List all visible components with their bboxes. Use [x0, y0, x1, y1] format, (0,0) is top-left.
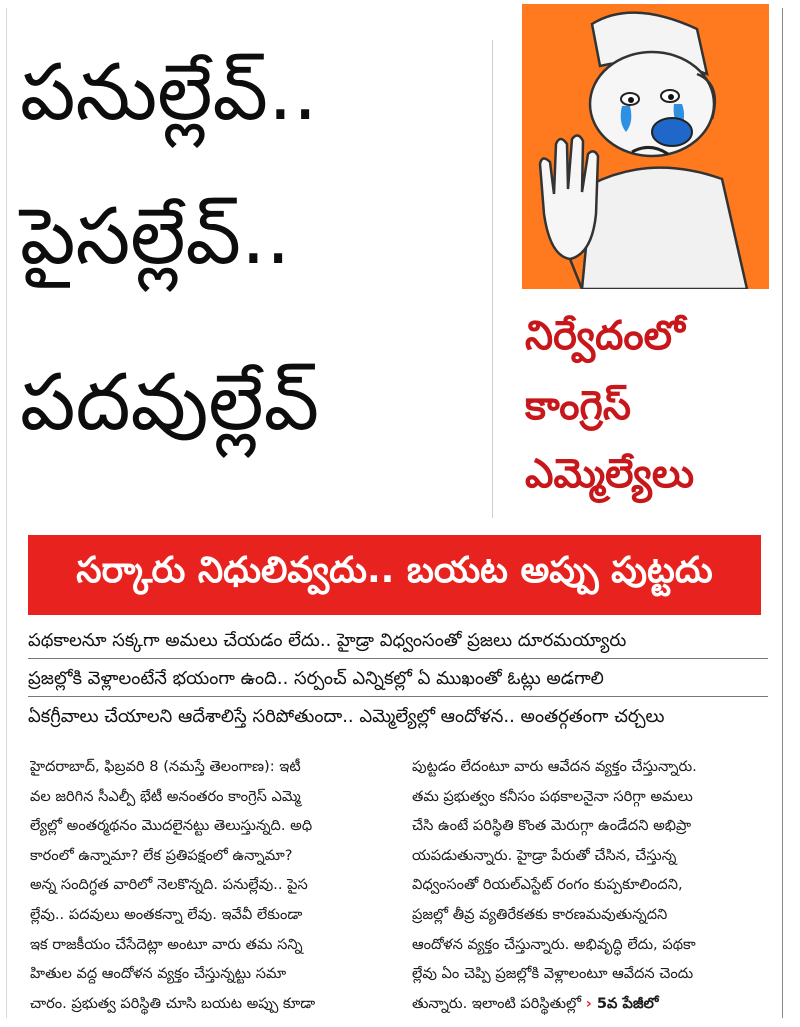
- left-page-edge: [6, 8, 7, 1018]
- column-divider-right: [782, 8, 783, 1018]
- crying-politician-icon: [522, 4, 769, 289]
- body-line: తమ ప్రభుత్వం కనీసం పథకాలనైనా సరిగ్గా అమలు: [412, 787, 693, 805]
- deck-line-1: పథకాలనూ సక్కగా అమలు చేయడం లేదు.. హైడ్రా విధ్వంసంతో ప్రజలు దూరమయ్యారు: [28, 624, 768, 659]
- article-body-column-1: [30, 752, 380, 1018]
- body-line: పుట్టడం లేదంటూ వారు ఆవేదన వ్యక్తం చేస్తున్నారు.: [412, 758, 697, 775]
- continue-arrow-icon: ›: [585, 994, 597, 1012]
- body-line: హితుల వద్ద ఆందోళన వ్యక్తం చేస్తున్నట్టు సమా: [30, 965, 287, 983]
- main-headline-line-1: పనుల్లేవ్..: [20, 48, 318, 138]
- deck-line-2: ప్రజల్లోకి వెళ్లాలంటేనే భయంగా ఉంది.. సర్పంచ్ ఎన్నికల్లో ఏ ముఖంతో ఓట్లు అడగాలి: [28, 662, 768, 697]
- continuation-link[interactable]: [586, 995, 659, 1012]
- side-headline-line-2: కాంగ్రెస్: [525, 383, 631, 429]
- body-line: ఇక రాజకీయం చేసేదెట్లా అంటూ వారు తమ సన్ని: [30, 935, 303, 953]
- body-line: యపడుతున్నారు. హైడ్రా పేరుతో చేసిన, చేస్తున్న: [412, 846, 677, 864]
- body-line: చేసి ఉంటే పరిస్థితి కొంత మెరుగ్గా ఉండేదని అభిప్రా: [412, 817, 692, 835]
- body-line: చారం. ప్రభుత్వ పరిస్థితి చూసి బయట అప్పు కూడా: [30, 994, 316, 1012]
- body-line-text: తున్నారు. ఇలాంటి పరిస్థితుల్లో: [412, 994, 582, 1012]
- continuation-label: 5వ పేజీలో: [596, 994, 659, 1012]
- body-line: వల జరిగిన సీఎల్పీ భేటీ అనంతరం కాంగ్రెస్ ఎమ్మె: [30, 787, 301, 805]
- body-line: ప్రజల్లో తీవ్ర వ్యతిరేకతకు కారణమవుతున్నదని: [412, 905, 668, 923]
- article-body-column-2: [412, 752, 762, 1018]
- body-line: ల్లేవు.. పదవులు అంతకన్నా లేవు. ఇవేవీ లేకుండా: [30, 905, 303, 923]
- headline-column-divider: [492, 40, 493, 518]
- side-headline-line-3: ఎమ్మెల్యేలు: [525, 451, 695, 497]
- body-line: కారంలో ఉన్నామా? లేక ప్రతిపక్షంలో ఉన్నామా?: [30, 846, 293, 864]
- body-line: హైదరాబాద్, ఫిబ్రవరి 8 (నమస్తే తెలంగాణ): ఇటీ: [30, 758, 301, 775]
- body-line-last: [412, 989, 762, 1019]
- red-banner-subheadline: సర్కారు నిధులివ్వదు.. బయట అప్పు పుట్టదు: [28, 535, 761, 615]
- body-line: విధ్వంసంతో రియల్‌ఎస్టేట్ రంగం కుప్పకూలిందని,: [412, 876, 683, 894]
- cartoon-illustration: [522, 4, 769, 289]
- body-line: అన్న సందిగ్ధత వారిలో నెలకొన్నది. పనుల్లేవు.. పైస: [30, 876, 308, 894]
- deck-line-3: ఏకగ్రీవాలు చేయాలని ఆదేశాలిస్తే సరిపోతుందా.. ఎమ్మెల్యేల్లో ఆందోళన.. అంతర్గతంగా చర్చలు: [28, 706, 665, 727]
- side-headline-line-1: నిర్వేదంలో: [525, 313, 685, 359]
- main-headline-line-2: పైసల్లేవ్..: [20, 192, 291, 282]
- body-line: ల్యేల్లో అంతర్మథనం మొదలైనట్టు తెలుస్తున్నది. అధి: [30, 817, 313, 835]
- body-line: ఆందోళన వ్యక్తం చేస్తున్నారు. అభివృద్ధి లేదు, పథకా: [412, 935, 696, 953]
- main-headline-line-3: పదవుల్లేవ్: [20, 358, 320, 448]
- body-line: ల్లేవు ఏం చెప్పి ప్రజల్లోకి వెళ్లాలంటూ ఆవేదన చెందు: [412, 965, 694, 983]
